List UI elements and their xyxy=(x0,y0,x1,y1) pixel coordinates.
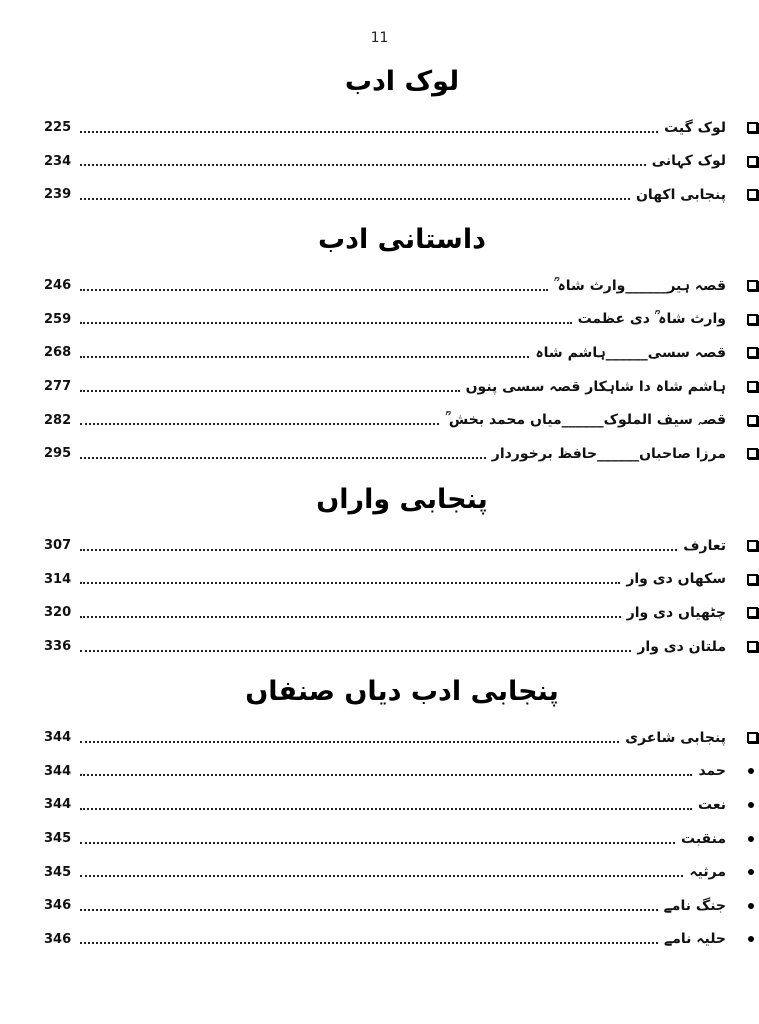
toc-entry[interactable] xyxy=(44,269,759,303)
dot-leader xyxy=(80,198,630,200)
dot-leader xyxy=(80,131,658,133)
entry-title: ہاشم شاہ دا شاہکار قصہ سسی پنوں xyxy=(465,378,726,395)
dot-leader xyxy=(80,289,548,291)
dot-leader xyxy=(80,808,692,810)
toc-entry[interactable] xyxy=(44,630,759,664)
checkbox-icon xyxy=(726,448,759,459)
checkbox-icon xyxy=(726,189,759,200)
toc-entry[interactable] xyxy=(44,178,759,212)
toc-entry[interactable] xyxy=(44,370,759,404)
entry-page: 344 xyxy=(44,797,72,813)
checkbox-icon xyxy=(726,122,759,133)
entry-page: 345 xyxy=(44,831,72,847)
toc-entry[interactable] xyxy=(44,563,759,597)
dot-leader xyxy=(80,616,621,618)
toc-entry[interactable] xyxy=(44,336,759,370)
entry-title: تعارف xyxy=(683,537,726,554)
section-punjabi-adab-sinfan xyxy=(44,676,759,956)
dot-leader xyxy=(80,909,658,911)
entry-title: قصہ سسی______ہاشم شاہ xyxy=(535,344,726,361)
checkbox-icon xyxy=(726,156,759,167)
bullet-icon xyxy=(726,903,759,909)
checkbox-icon xyxy=(726,732,759,743)
toc-entry[interactable] xyxy=(44,822,759,856)
entry-page: 345 xyxy=(44,864,72,880)
entry-page: 225 xyxy=(44,120,72,136)
entry-page: 234 xyxy=(44,153,72,169)
entry-title: منقبت xyxy=(681,830,726,847)
section-lok-adab xyxy=(44,66,759,212)
checkbox-icon xyxy=(726,347,759,358)
bullet-icon xyxy=(726,869,759,875)
checkbox-icon xyxy=(726,607,759,618)
entry-page: 346 xyxy=(44,931,72,947)
entry-page: 268 xyxy=(44,345,72,361)
section-heading: داستانی ادب xyxy=(318,224,486,255)
entry-page: 320 xyxy=(44,605,72,621)
entry-title: حلیہ نامے xyxy=(664,931,726,948)
entry-title: ملتان دی وار xyxy=(637,638,726,655)
entry-page: 346 xyxy=(44,898,72,914)
section-heading: لوک ادب xyxy=(344,66,460,97)
toc-entry[interactable] xyxy=(44,855,759,889)
entry-page: 277 xyxy=(44,379,72,395)
entry-page: 295 xyxy=(44,446,72,462)
toc-entry[interactable] xyxy=(44,889,759,923)
entry-title: لوک کہانی xyxy=(651,153,726,170)
toc-entry[interactable] xyxy=(44,437,759,471)
bullet-icon xyxy=(726,836,759,842)
checkbox-icon xyxy=(726,641,759,652)
entry-page: 246 xyxy=(44,278,72,294)
entry-page: 259 xyxy=(44,311,72,327)
entry-title: سکھاں دی وار xyxy=(626,571,726,588)
entry-page: 344 xyxy=(44,763,72,779)
entry-title: چٹھیاں دی وار xyxy=(626,604,726,621)
dot-leader xyxy=(80,390,460,392)
entry-title: حمد xyxy=(698,763,726,780)
entry-page: 239 xyxy=(44,187,72,203)
bullet-icon xyxy=(726,936,759,942)
entry-page: 314 xyxy=(44,571,72,587)
dot-leader xyxy=(80,457,486,459)
entry-title: قصہ ہیر______وارث شاہ ؒ xyxy=(554,277,726,294)
entry-title: لوک گیت xyxy=(664,119,726,136)
toc-entry[interactable] xyxy=(44,403,759,437)
checkbox-icon xyxy=(726,574,759,585)
bullet-icon xyxy=(726,802,759,808)
entry-title: نعت xyxy=(698,796,726,813)
dot-leader xyxy=(80,774,692,776)
toc-entry[interactable] xyxy=(44,755,759,789)
bullet-icon xyxy=(726,768,759,774)
checkbox-icon xyxy=(726,314,759,325)
entry-title: پنجابی اکھان xyxy=(635,186,726,203)
checkbox-icon xyxy=(726,280,759,291)
entry-title: وارث شاہ ؒ دی عظمت xyxy=(577,311,726,328)
toc-entry[interactable] xyxy=(44,145,759,179)
entry-title: مرزا صاحباں______حافظ برخوردار xyxy=(491,445,726,462)
entry-page: 282 xyxy=(44,412,72,428)
dot-leader xyxy=(80,875,683,877)
dot-leader xyxy=(80,423,439,425)
entry-title: قصہ سیف الملوک______میاں محمد بخش ؒ xyxy=(445,412,726,429)
section-dastani-adab xyxy=(44,224,759,471)
dot-leader xyxy=(80,356,529,358)
entry-title: پنجابی شاعری xyxy=(625,729,726,746)
entry-title: مرثیہ xyxy=(689,864,726,881)
toc-entry[interactable] xyxy=(44,721,759,755)
dot-leader xyxy=(80,322,572,324)
entry-page: 344 xyxy=(44,730,72,746)
section-heading: پنجابی ادب دیاں صنفاں xyxy=(245,676,559,707)
checkbox-icon xyxy=(726,540,759,551)
entry-title: جنگ نامے xyxy=(663,897,726,914)
dot-leader xyxy=(80,582,620,584)
dot-leader xyxy=(80,650,631,652)
dot-leader xyxy=(80,842,675,844)
toc-entry[interactable] xyxy=(44,596,759,630)
section-heading: پنجابی واراں xyxy=(316,484,488,515)
dot-leader xyxy=(80,942,658,944)
section-punjabi-varan xyxy=(44,484,759,663)
checkbox-icon xyxy=(726,381,759,392)
entry-page: 336 xyxy=(44,639,72,655)
entry-page: 307 xyxy=(44,538,72,554)
toc-entry[interactable] xyxy=(44,111,759,145)
toc-entry[interactable] xyxy=(44,529,759,563)
toc-entry[interactable] xyxy=(44,788,759,822)
toc-entry[interactable] xyxy=(44,923,759,957)
dot-leader xyxy=(80,741,619,743)
checkbox-icon xyxy=(726,415,759,426)
page-number: 11 xyxy=(370,30,389,46)
dot-leader xyxy=(80,549,677,551)
dot-leader xyxy=(80,164,646,166)
toc-entry[interactable] xyxy=(44,303,759,337)
